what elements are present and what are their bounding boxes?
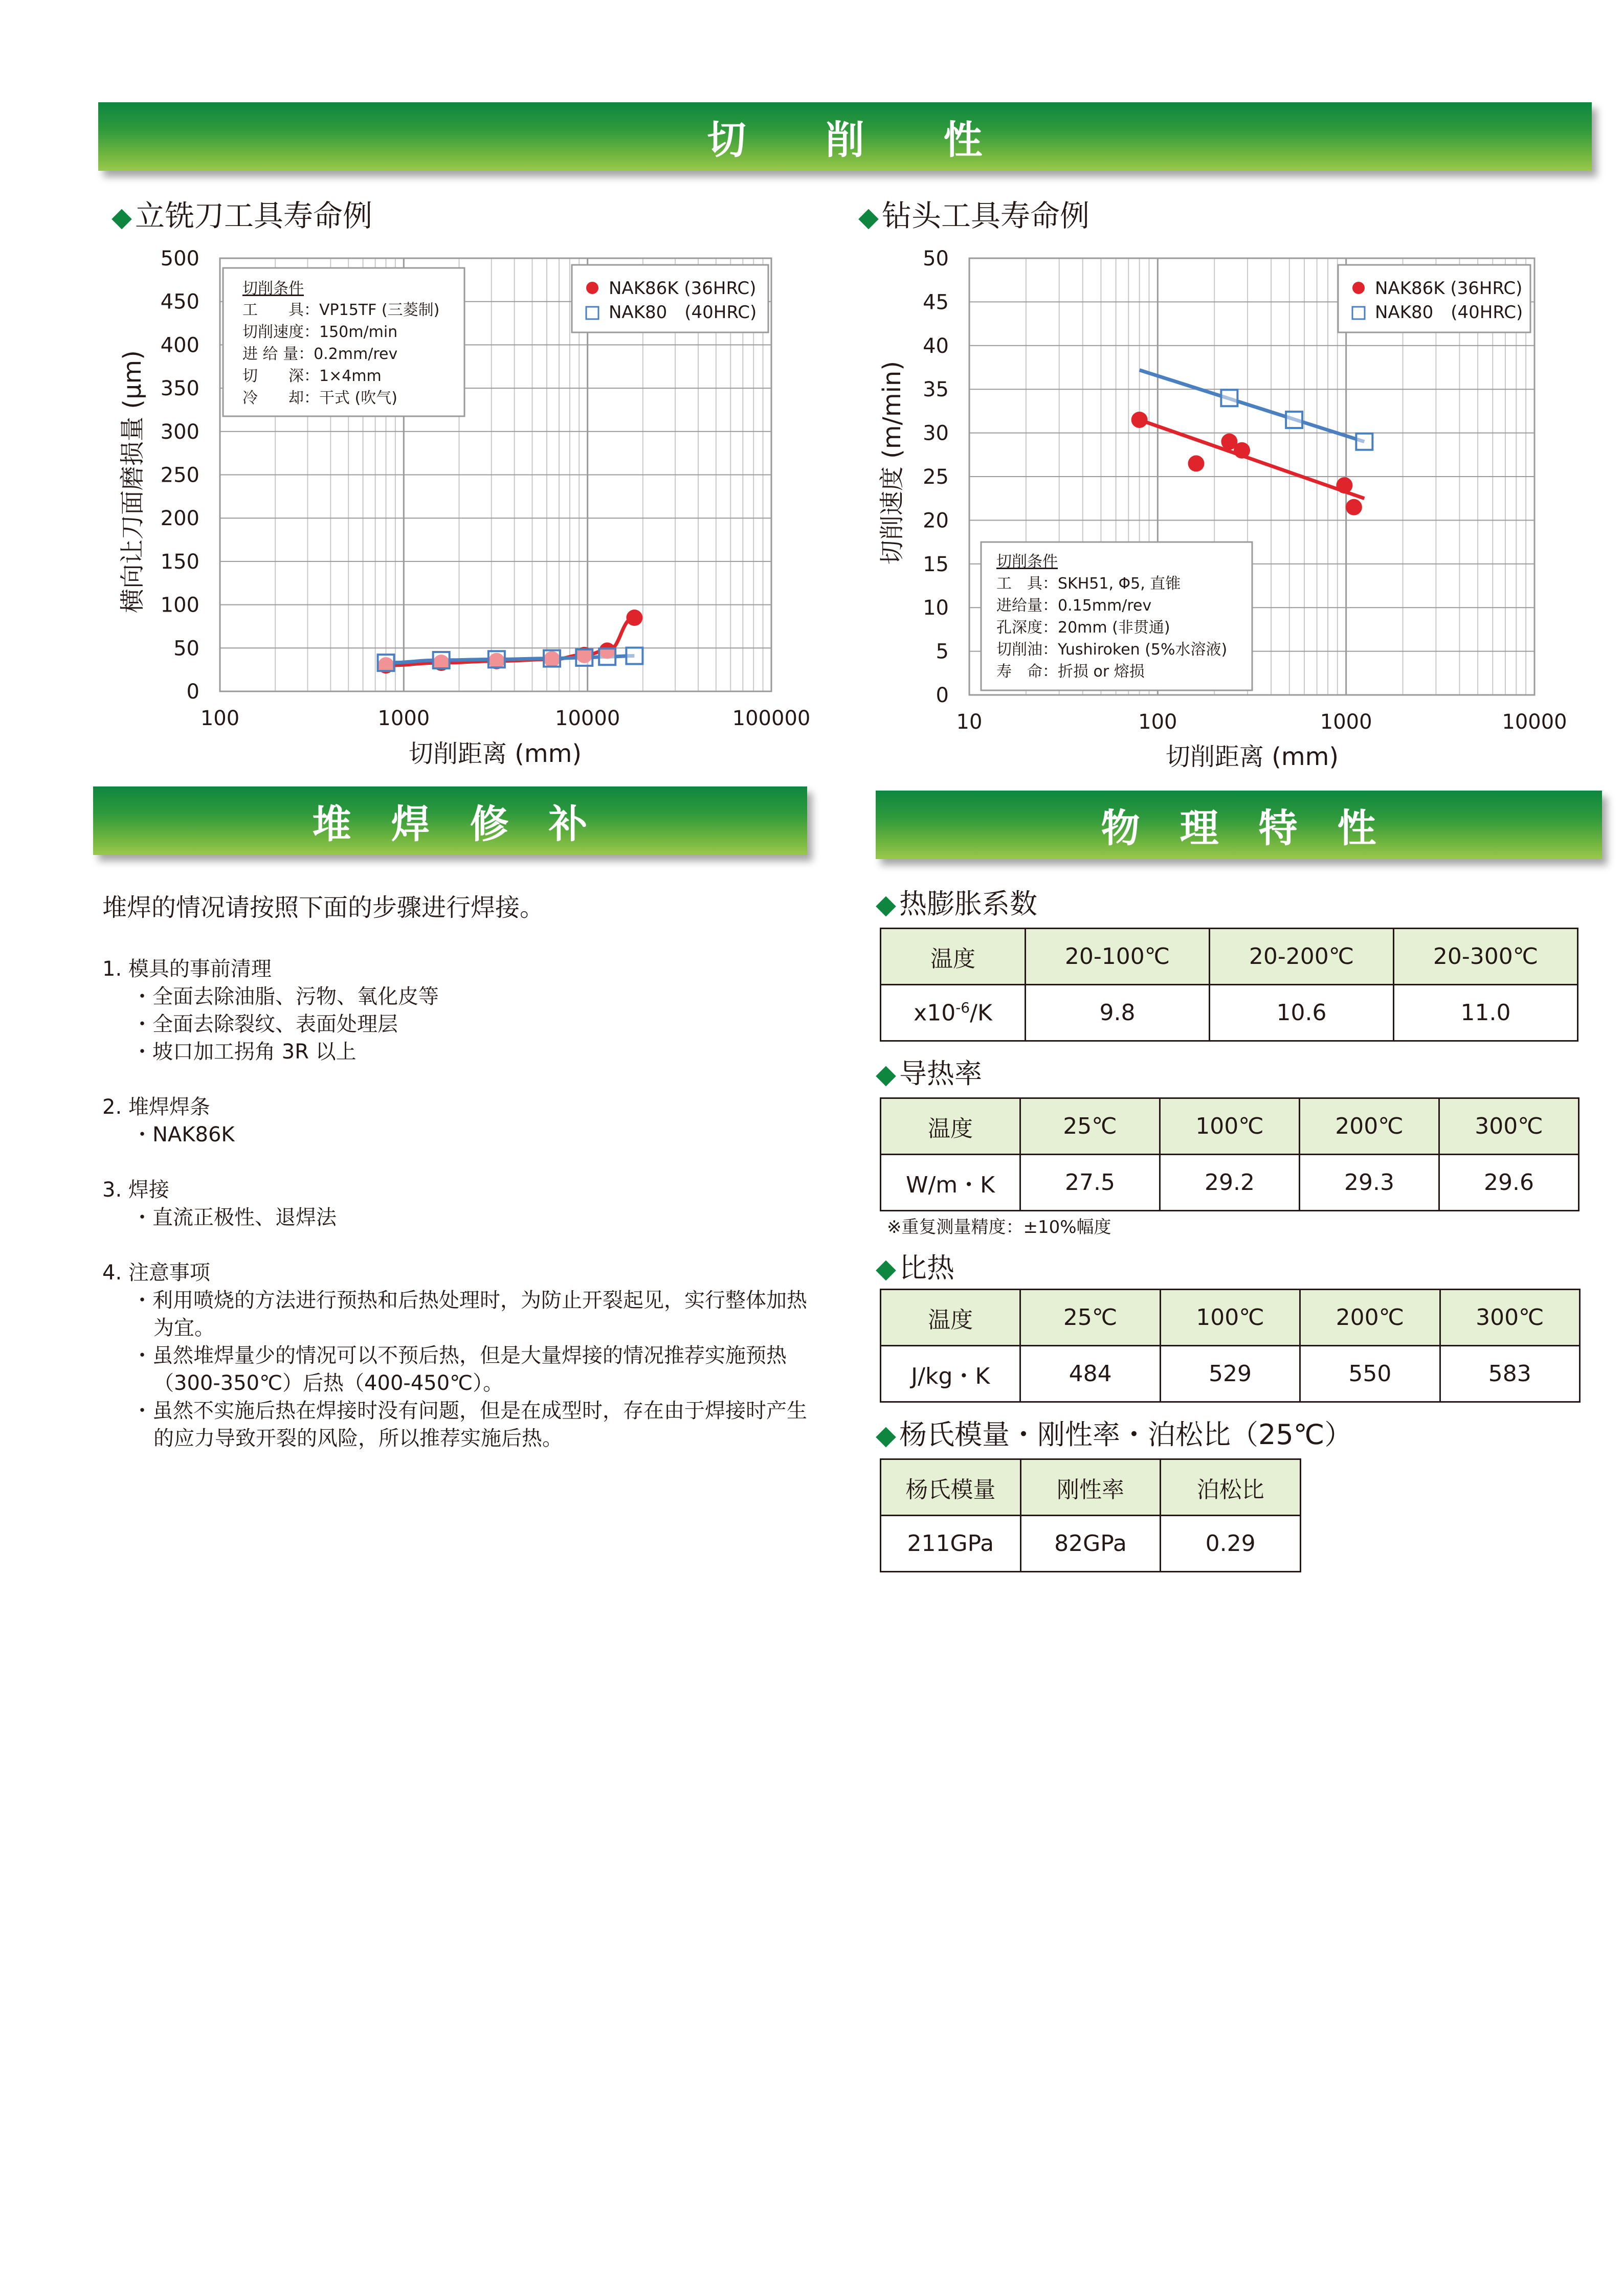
y-tick-label: 10 — [923, 596, 949, 620]
table-row — [881, 1516, 1301, 1572]
data-point-circle — [1234, 442, 1250, 459]
y-tick-label: 45 — [923, 290, 949, 314]
y-tick-label: 25 — [923, 465, 949, 489]
endmill-condition-line: 切削速度：150m/min — [242, 323, 398, 341]
table-header-row — [881, 1098, 1579, 1155]
table-cell: 杨氏模量 — [881, 1459, 1021, 1516]
table-row — [881, 1155, 1579, 1211]
welding-step — [102, 1176, 818, 1231]
table-header-row — [881, 1290, 1580, 1346]
specific-heat-table — [880, 1289, 1581, 1403]
table-cell: 100℃ — [1160, 1290, 1300, 1346]
y-tick-label: 20 — [923, 509, 949, 533]
endmill-heading-text: 立铣刀工具寿命例 — [135, 198, 373, 233]
diamond-bullet-icon: ◆ — [876, 1253, 896, 1284]
table-cell: 温度 — [881, 1098, 1020, 1155]
endmill-condition-line: 冷 却：干式 (吹气) — [242, 389, 397, 407]
welding-step — [102, 1259, 818, 1452]
diamond-bullet-icon: ◆ — [876, 1420, 896, 1451]
x-tick-label: 100 — [1138, 710, 1177, 734]
x-tick-label: 1000 — [1320, 710, 1372, 734]
welding-step-item: ・坡口加工拐角 3R 以上 — [132, 1040, 357, 1064]
table-header-row — [881, 1459, 1301, 1516]
thermal-expansion-table — [880, 928, 1578, 1042]
legend-circle-marker-icon — [1352, 282, 1365, 294]
y-tick-label: 100 — [160, 593, 199, 617]
table-header-row — [881, 929, 1578, 985]
drill-condition-line: 孔深度：20mm (非贯通) — [996, 619, 1170, 637]
welding-steps — [102, 955, 818, 1480]
thermal-conductivity-heading — [876, 1056, 982, 1092]
table-cell: J/kg・K — [881, 1346, 1020, 1402]
table-cell: 100℃ — [1160, 1098, 1300, 1155]
x-tick-label: 10 — [956, 710, 983, 734]
x-tick-label: 10000 — [1502, 710, 1567, 734]
table-cell: 200℃ — [1300, 1290, 1440, 1346]
drill-condition-line: 进给量：0.15mm/rev — [996, 597, 1152, 615]
welding-step-title: 3. 焊接 — [102, 1178, 169, 1202]
table-cell: 550 — [1300, 1346, 1440, 1402]
cutting-section-title: 切 削 性 — [707, 117, 983, 163]
y-tick-label: 0 — [186, 680, 199, 704]
data-point-circle — [1131, 412, 1148, 428]
table-cell: 20-300℃ — [1394, 929, 1578, 985]
table-cell: 10.6 — [1210, 985, 1394, 1041]
table-cell: 0.29 — [1161, 1516, 1301, 1572]
modulus-heading-text: 杨氏模量・刚性率・泊松比（25℃） — [899, 1419, 1352, 1451]
modulus-table — [880, 1458, 1301, 1572]
endmill-condition-line: 切 深：1×4mm — [242, 367, 382, 385]
table-cell: 温度 — [881, 929, 1026, 985]
drill-chart-series — [1131, 370, 1373, 515]
endmill-conditions-title: 切削条件 — [242, 280, 304, 298]
drill-heading-text: 钻头工具寿命例 — [882, 198, 1090, 233]
thermal-expansion-heading-text: 热膨胀系数 — [899, 888, 1037, 920]
table-cell: 583 — [1440, 1346, 1579, 1402]
thermal-conductivity-table — [880, 1097, 1579, 1211]
table-cell: 11.0 — [1394, 985, 1578, 1041]
welding-step-item: ・直流正极性、退焊法 — [132, 1206, 337, 1229]
welding-step — [102, 1093, 818, 1149]
endmill-legend-nak86k: NAK86K (36HRC) — [609, 278, 757, 299]
diamond-bullet-icon: ◆ — [112, 202, 132, 233]
y-tick-label: 5 — [936, 640, 949, 664]
unit-tail: /K — [970, 1000, 992, 1026]
drill-chart-ylabel: 切削速度 (m/min) — [878, 361, 906, 565]
data-point-circle — [1346, 499, 1362, 515]
table-cell: 82GPa — [1020, 1516, 1161, 1572]
y-tick-label: 15 — [923, 552, 949, 576]
table-cell: 484 — [1020, 1346, 1160, 1402]
endmill-condition-line: 工 具：VP15TF (三菱制) — [242, 301, 440, 319]
drill-conditions-title: 切削条件 — [996, 553, 1058, 571]
table-cell: 29.2 — [1160, 1155, 1300, 1211]
welding-intro: 堆焊的情况请按照下面的步骤进行焊接。 — [102, 893, 545, 922]
welding-step-title: 1. 模具的事前清理 — [102, 957, 272, 981]
drill-legend-nak80: NAK80 (40HRC) — [1375, 302, 1523, 323]
thermal-conductivity-heading-text: 导热率 — [899, 1057, 982, 1090]
data-point-circle — [1188, 455, 1205, 471]
y-tick-label: 50 — [173, 637, 199, 661]
welding-step-title: 2. 堆焊焊条 — [102, 1095, 210, 1119]
table-cell: 211GPa — [881, 1516, 1021, 1572]
y-tick-label: 50 — [923, 247, 949, 271]
drill-condition-line: 切削油：Yushiroken (5%水溶液) — [996, 641, 1228, 659]
y-tick-label: 30 — [923, 421, 949, 445]
table-cell: 9.8 — [1026, 985, 1210, 1041]
table-cell: 27.5 — [1020, 1155, 1160, 1211]
table-row — [881, 985, 1578, 1041]
diamond-bullet-icon: ◆ — [876, 1059, 896, 1090]
unit-exponent: -6 — [955, 999, 970, 1017]
unit-base: x10 — [914, 1000, 956, 1026]
welding-step-item: ・虽然堆焊量少的情况可以不预后热，但是大量焊接的情况推荐实施预热（300-350℃）后热（400-450℃）。 — [132, 1344, 787, 1395]
physical-section-title: 物 理 特 性 — [1101, 805, 1377, 851]
data-point-square — [1221, 390, 1237, 406]
y-tick-label: 450 — [160, 290, 199, 314]
table-cell: 20-200℃ — [1210, 929, 1394, 985]
welding-step-item: ・全面去除裂纹、表面处理层 — [132, 1012, 398, 1036]
table-cell: 刚性率 — [1020, 1459, 1161, 1516]
table-cell: 29.6 — [1439, 1155, 1579, 1211]
y-tick-label: 300 — [160, 420, 199, 444]
x-tick-label: 10000 — [555, 707, 620, 730]
x-tick-label: 100000 — [732, 707, 811, 730]
y-tick-label: 500 — [160, 247, 199, 271]
welding-step-title: 4. 注意事项 — [102, 1261, 210, 1285]
specific-heat-heading-text: 比热 — [899, 1252, 954, 1284]
endmill-chart-ylabel: 横向让刀面磨损量 (μm) — [118, 350, 147, 614]
data-point-square — [1286, 412, 1302, 428]
table-cell: 20-100℃ — [1026, 929, 1210, 985]
table-cell: W/m・K — [881, 1155, 1020, 1211]
repeatability-note: ※重复测量精度：±10%幅度 — [887, 1217, 1111, 1237]
x-tick-label: 100 — [200, 707, 240, 730]
welding-step-item: ・利用喷烧的方法进行预热和后热处理时，为防止开裂起见，实行整体加热为宜。 — [132, 1289, 807, 1340]
endmill-legend-nak80: NAK80 (40HRC) — [609, 302, 757, 323]
welding-step-item: ・NAK86K — [132, 1123, 235, 1146]
welding-section-title: 堆 焊 修 补 — [312, 801, 588, 847]
table-cell: 529 — [1160, 1346, 1300, 1402]
diamond-bullet-icon: ◆ — [858, 202, 879, 233]
modulus-heading — [876, 1417, 1352, 1453]
data-point-circle — [1336, 477, 1352, 493]
y-tick-label: 350 — [160, 377, 199, 401]
endmill-condition-line: 进 给 量：0.2mm/rev — [242, 345, 398, 363]
table-cell: 300℃ — [1440, 1290, 1579, 1346]
drill-legend-nak86k: NAK86K (36HRC) — [1375, 278, 1523, 299]
y-tick-label: 200 — [160, 507, 199, 531]
table-cell-unit — [881, 985, 1026, 1041]
table-cell: 泊松比 — [1161, 1459, 1301, 1516]
endmill-chart-xlabel: 切削距离 (mm) — [408, 739, 582, 768]
y-tick-label: 400 — [160, 333, 199, 357]
y-tick-label: 40 — [923, 334, 949, 358]
table-cell: 25℃ — [1020, 1098, 1160, 1155]
y-tick-label: 150 — [160, 550, 199, 574]
specific-heat-heading — [876, 1250, 954, 1287]
y-tick-label: 0 — [936, 684, 949, 707]
data-point-square — [1356, 434, 1372, 450]
y-tick-label: 250 — [160, 463, 199, 487]
drill-condition-line: 寿 命：折损 or 熔损 — [996, 663, 1145, 681]
welding-step-item: ・虽然不实施后热在焊接时没有问题，但是在成型时，存在由于焊接时产生的应力导致开裂的风险，所以推荐实施后热。 — [132, 1399, 807, 1450]
table-row — [881, 1346, 1580, 1402]
table-cell: 29.3 — [1300, 1155, 1439, 1211]
table-cell: 25℃ — [1020, 1290, 1160, 1346]
y-tick-label: 35 — [923, 378, 949, 402]
drill-chart-xlabel: 切削距离 (mm) — [1165, 742, 1339, 771]
drill-condition-line: 工 具：SKH51, Φ5, 直锥 — [996, 575, 1181, 593]
welding-step — [102, 955, 818, 1066]
table-cell: 200℃ — [1300, 1098, 1439, 1155]
thermal-expansion-heading — [876, 886, 1037, 922]
table-cell: 温度 — [881, 1290, 1020, 1346]
welding-step-item: ・全面去除油脂、污物、氧化皮等 — [132, 985, 439, 1008]
diamond-bullet-icon: ◆ — [876, 889, 896, 920]
table-cell: 300℃ — [1439, 1098, 1579, 1155]
x-tick-label: 1000 — [377, 707, 430, 730]
